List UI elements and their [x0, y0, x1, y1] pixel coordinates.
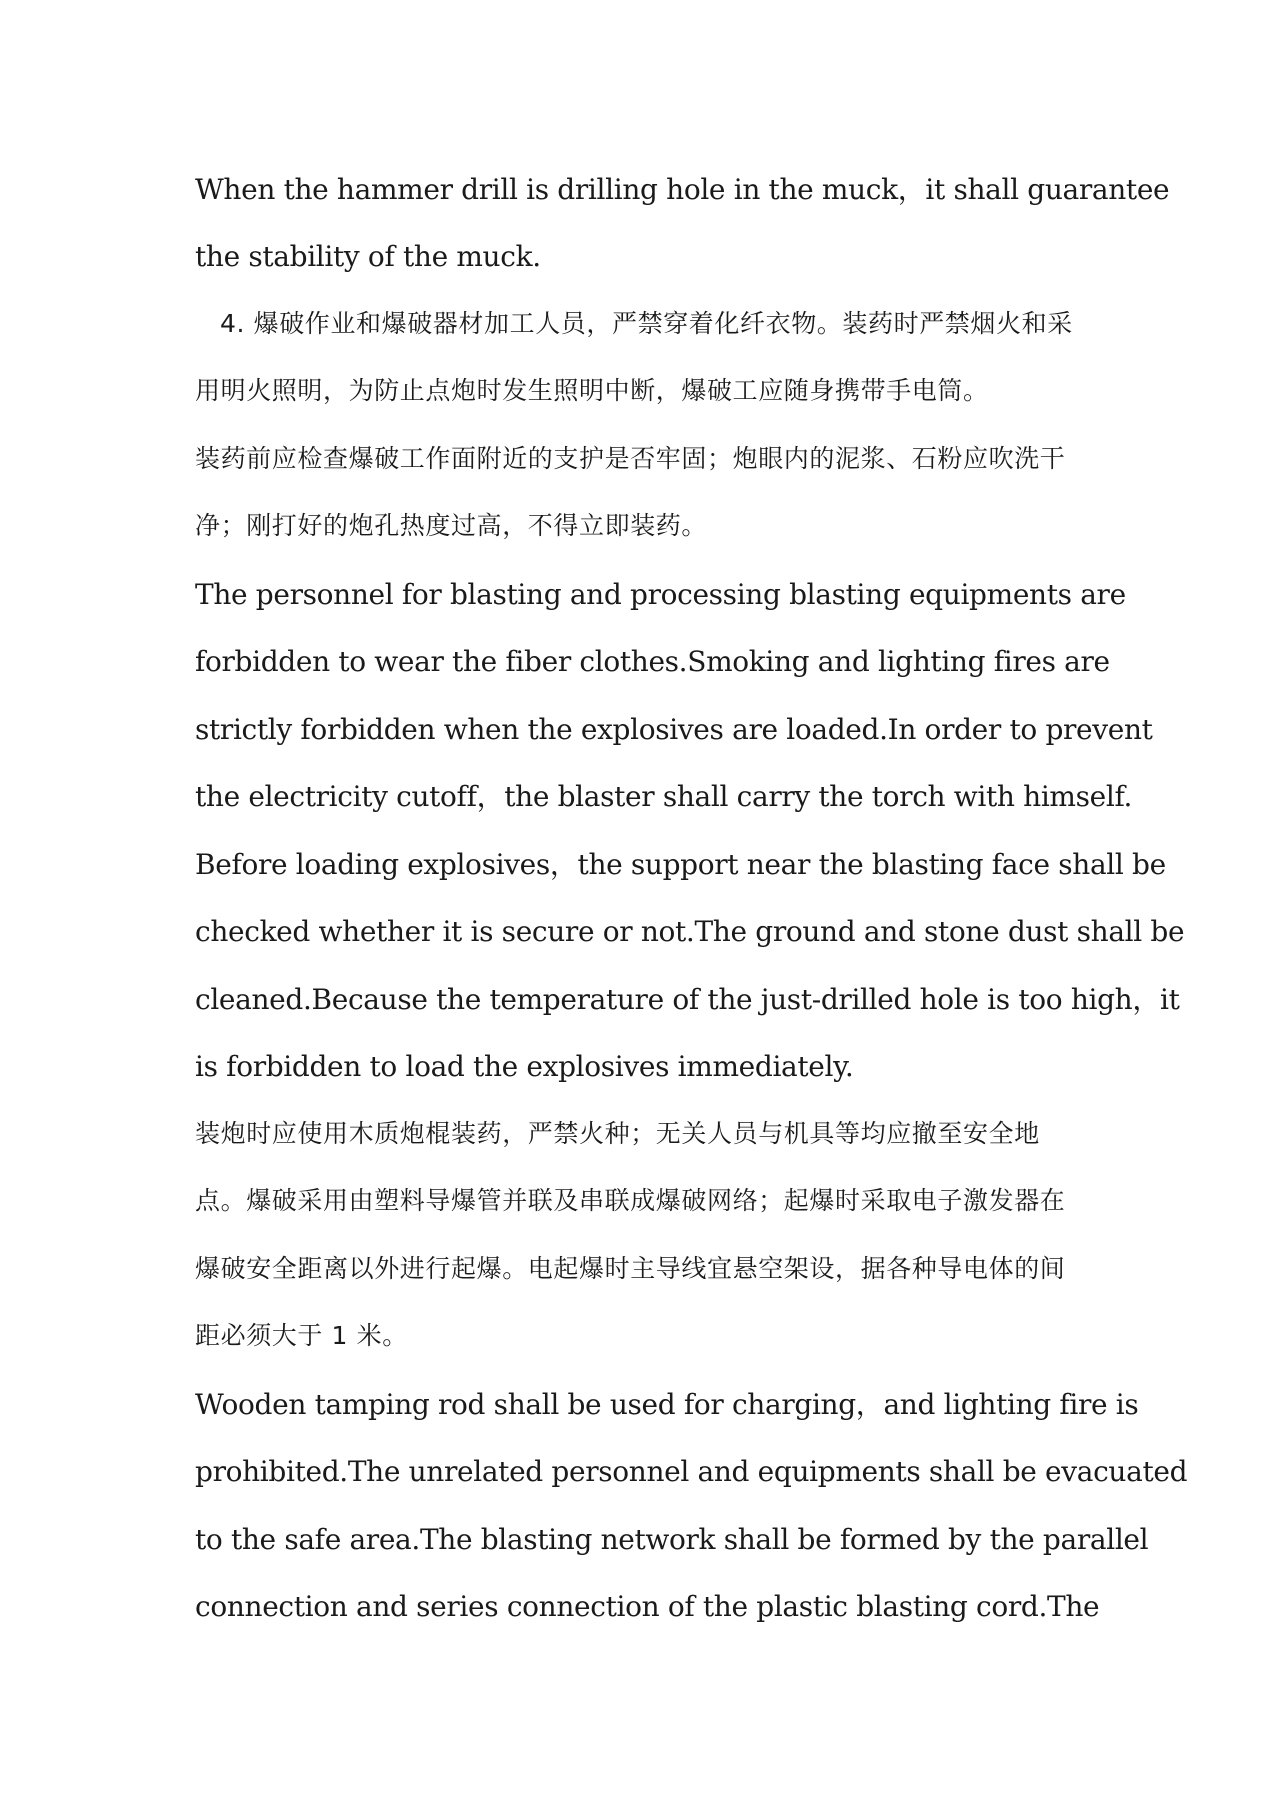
text-line: 点。爆破采用由塑料导爆管并联及串联成爆破网络；起爆时采取电子激发器在 [195, 1186, 1066, 1215]
text-line: strictly forbidden when the explosives are loaded.In order to prevent [195, 713, 1153, 746]
text-line: the electricity cutoff，the blaster shall carry the torch with himself. [195, 780, 1133, 813]
text-line: When the hammer drill is drilling hole in the muck，it shall guarantee [195, 173, 1170, 206]
text-line: is forbidden to load the explosives immediately. [195, 1050, 854, 1083]
text-line: The personnel for blasting and processing blasting equipments are [195, 578, 1126, 611]
list-item-4-line: 4. 爆破作业和爆破器材加工人员，严禁穿着化纤衣物。装药时严禁烟火和采 [220, 309, 1073, 338]
text-line: forbidden to wear the fiber clothes.Smoking and lighting fires are [195, 645, 1110, 678]
text-line: to the safe area.The blasting network shall be formed by the parallel [195, 1523, 1149, 1556]
text-line: 装炮时应使用木质炮棍装药，严禁火种；无关人员与机具等均应撤至安全地 [195, 1119, 1040, 1148]
text-line: 净；刚打好的炮孔热度过高，不得立即装药。 [195, 511, 708, 540]
text-line: cleaned.Because the temperature of the just-drilled hole is too high，it [195, 983, 1180, 1016]
text-line: checked whether it is secure or not.The ground and stone dust shall be [195, 915, 1185, 948]
text-line: the stability of the muck. [195, 240, 541, 273]
text-line: 用明火照明，为防止点炮时发生照明中断，爆破工应随身携带手电筒。 [195, 376, 989, 405]
text-line: 距必须大于 1 米。 [195, 1321, 408, 1350]
text-line: connection and series connection of the plastic blasting cord.The [195, 1590, 1100, 1623]
text-line: 装药前应检查爆破工作面附近的支护是否牢固；炮眼内的泥浆、石粉应吹洗干 [195, 444, 1066, 473]
text-line: prohibited.The unrelated personnel and equipments shall be evacuated [195, 1455, 1188, 1488]
text-line: Wooden tamping rod shall be used for charging，and lighting fire is [195, 1388, 1139, 1421]
text-line: Before loading explosives，the support near the blasting face shall be [195, 848, 1166, 881]
text-line: 爆破安全距离以外进行起爆。电起爆时主导线宜悬空架设，据各种导电体的间 [195, 1254, 1066, 1283]
